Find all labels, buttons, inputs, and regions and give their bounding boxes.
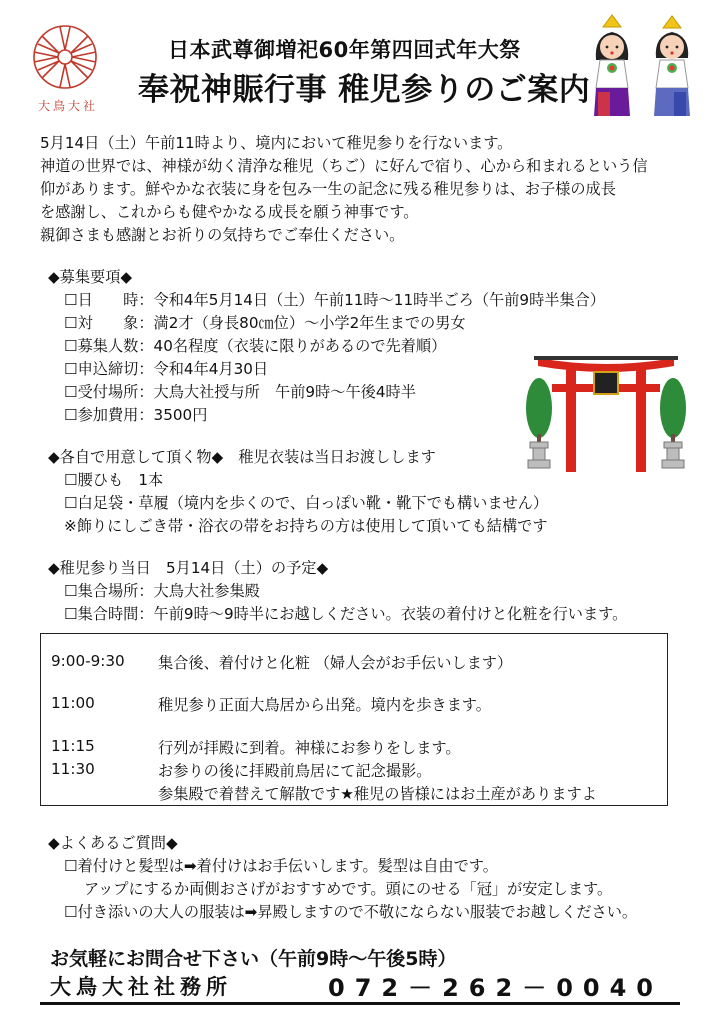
- chigo-dolls-illustration: [588, 12, 700, 124]
- page-title: 奉祝神賑行事 稚児参りのご案内: [138, 72, 591, 108]
- recruit-item: ☐受付場所：大鳥大社授与所 午前9時～午後4時半: [64, 383, 416, 401]
- schedule-text: お参りの後に拝殿前鳥居にて記念撮影。: [158, 762, 432, 780]
- recruit-heading: ◆募集要項◆: [48, 268, 133, 286]
- contact-note: お気軽にお問合せ下さい（午前9時～午後5時）: [50, 948, 457, 970]
- schedule-box: [40, 633, 668, 806]
- day-item: ☐集合時間：午前9時～9時半にお越しください。衣装の着付けと化粧を行います。: [64, 605, 628, 623]
- day-heading: ◆稚児参り当日 5月14日（土）の予定◆: [48, 559, 329, 577]
- faq-item: ☐付き添いの大人の服装は➡昇殿しますので不敬にならない服装でお越しください。: [64, 903, 638, 921]
- intro-line: 5月14日（土）午前11時より、境内において稚児参りを行ないます。: [40, 134, 513, 152]
- schedule-text: 行列が拝殿に到着。神様にお参りをします。: [158, 739, 461, 757]
- footer-divider: [40, 1002, 680, 1005]
- recruit-item: ☐募集人数：40名程度（衣装に限りがあるので先着順）: [64, 337, 447, 355]
- bring-heading: ◆各自で用意して頂く物◆ 稚児衣装は当日お渡しします: [48, 448, 436, 466]
- page-subtitle: 日本武尊御増祀60年第四回式年大祭: [168, 38, 521, 62]
- recruit-item: ☐参加費用：3500円: [64, 406, 208, 424]
- schedule-time: 11:00: [51, 694, 95, 712]
- shrine-name-label: 大鳥大社: [38, 99, 99, 113]
- recruit-item: ☐対 象：満2才（身長80㎝位）～小学2年生までの男女: [64, 314, 466, 332]
- schedule-text: 集合後、着付けと化粧 （婦人会がお手伝いします）: [158, 654, 513, 672]
- bring-item: ☐腰ひも 1本: [64, 471, 164, 489]
- schedule-text: 参集殿で着替えて解散です★稚児の皆様にはお土産がありますよ: [158, 785, 597, 803]
- recruit-item: ☐日 時：令和4年5月14日（土）午前11時～11時半ごろ（午前9時半集合）: [64, 291, 606, 309]
- bring-item: ☐白足袋・草履（境内を歩くので、白っぽい靴・靴下でも構いません）: [64, 494, 549, 512]
- stone-lantern-icon: [528, 442, 684, 468]
- faq-item: アップにするか両側おさげがおすすめです。頭にのせる「冠」が安定します。: [84, 880, 613, 898]
- shrine-crest: [30, 20, 100, 94]
- office-name: 大鳥大社社務所: [50, 975, 232, 999]
- torii-gate-icon: [534, 356, 678, 472]
- intro-line: 親御さまも感謝とお祈りの気持ちでご奉仕ください。: [40, 226, 405, 244]
- schedule-time: 11:15: [51, 737, 95, 755]
- day-item: ☐集合場所：大鳥大社参集殿: [64, 582, 260, 600]
- torii-illustration: [516, 350, 696, 474]
- faq-heading: ◆よくあるご質問◆: [48, 834, 178, 852]
- schedule-time: 9:00-9:30: [51, 652, 125, 670]
- chigo-girl-icon: [594, 15, 630, 116]
- chrysanthemum-crest-icon: [30, 20, 100, 94]
- chigo-boy-icon: [654, 16, 690, 116]
- intro-line: 神道の世界では、神様が幼く清浄な稚児（ちご）に好んで宿り、心から和まれるという信: [40, 157, 648, 175]
- faq-item: ☐着付けと髪型は➡着付けはお手伝いします。髪型は自由です。: [64, 857, 498, 875]
- phone-number: 072－262－0040: [328, 974, 663, 1002]
- intro-line: 仰があります。鮮やかな衣装に身を包み一生の記念に残る稚児参りは、お子様の成長: [40, 180, 616, 198]
- recruit-item: ☐申込締切：令和4年4月30日: [64, 360, 269, 378]
- intro-line: を感謝し、これからも健やかなる成長を願う神事です。: [40, 203, 419, 221]
- bring-note: ※飾りにしごき帯・浴衣の帯をお持ちの方は使用して頂いても結構です: [64, 517, 548, 535]
- schedule-text: 稚児参り正面大鳥居から出発。境内を歩きます。: [158, 696, 491, 714]
- schedule-time: 11:30: [51, 760, 95, 778]
